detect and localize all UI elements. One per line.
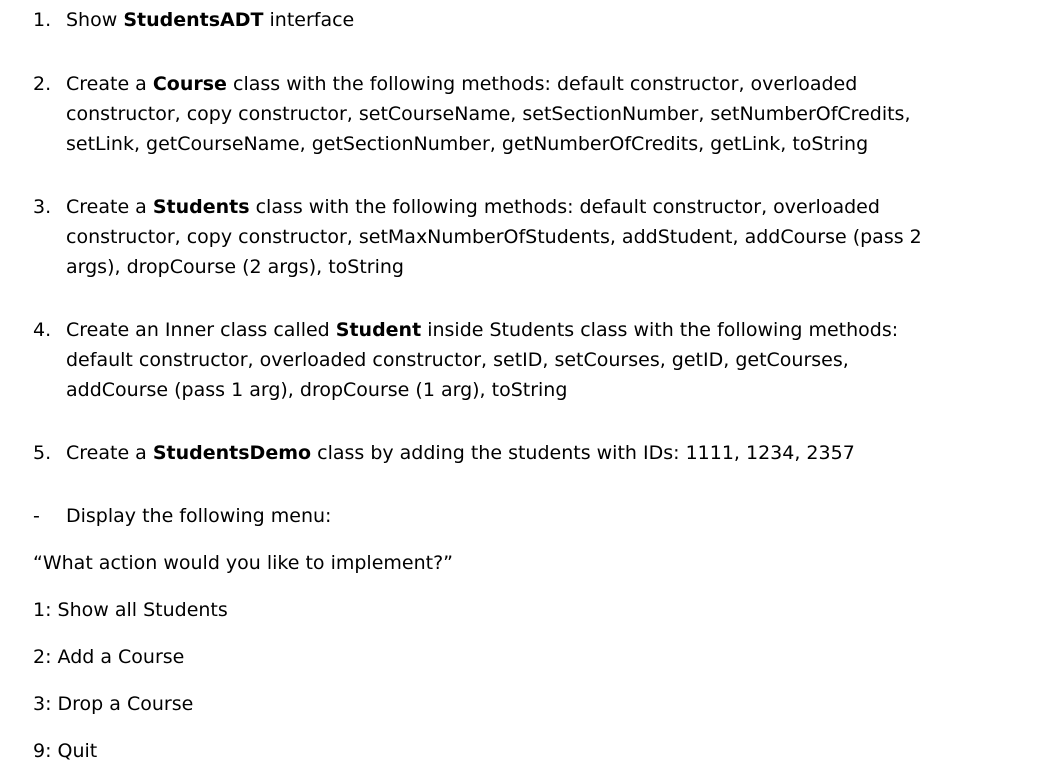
text-line: addCourse (pass 1 arg), dropCourse (1 arg), toString <box>66 379 568 401</box>
text-line: constructor, copy constructor, setCourseName, setSectionNumber, setNumberOfCredits, <box>66 103 911 125</box>
list-number: 4. <box>33 319 52 341</box>
list-number: 1. <box>33 9 52 31</box>
list-item-text <box>66 315 1041 405</box>
text-line: constructor, copy constructor, setMaxNumberOfStudents, addStudent, addCourse (pass 2 <box>66 226 922 248</box>
list-item-text <box>66 192 1041 282</box>
text-line: Create a Students class with the following methods: default constructor, overloaded <box>66 196 880 218</box>
text-line: Create a StudentsDemo class by adding the students with IDs: 1111, 1234, 2357 <box>66 442 855 464</box>
class-name: Student <box>335 319 422 341</box>
text-line: Display the following menu: <box>66 505 332 527</box>
list-number: 2. <box>33 73 52 95</box>
text-line: setLink, getCourseName, getSectionNumber, getNumberOfCredits, getLink, toString <box>66 133 869 155</box>
menu-option-3: 3: Drop a Course <box>33 693 194 715</box>
list-number: 3. <box>33 196 52 218</box>
menu-option-1: 1: Show all Students <box>33 599 228 621</box>
class-name: Course <box>152 73 227 95</box>
list-number: 5. <box>33 442 52 464</box>
text-line: Create an Inner class called Student inside Students class with the following methods: <box>66 319 899 341</box>
list-item-text <box>66 438 1041 468</box>
text-line: Show StudentsADT interface <box>66 9 355 31</box>
text-line: default constructor, overloaded constructor, setID, setCourses, getID, getCourses, <box>66 349 849 371</box>
list-item-text <box>66 501 1041 531</box>
class-name: StudentsADT <box>123 9 264 31</box>
menu-option-2: 2: Add a Course <box>33 646 185 668</box>
text-line: args), dropCourse (2 args), toString <box>66 256 404 278</box>
list-item-text <box>66 69 1041 159</box>
class-name: Students <box>152 196 250 218</box>
menu-option-9: 9: Quit <box>33 740 98 762</box>
text-line: Create a Course class with the following methods: default constructor, overloaded <box>66 73 858 95</box>
menu-prompt: “What action would you like to implement?” <box>33 552 454 574</box>
list-bullet: - <box>33 505 40 527</box>
class-name: StudentsDemo <box>152 442 312 464</box>
list-item-text <box>66 5 1041 35</box>
